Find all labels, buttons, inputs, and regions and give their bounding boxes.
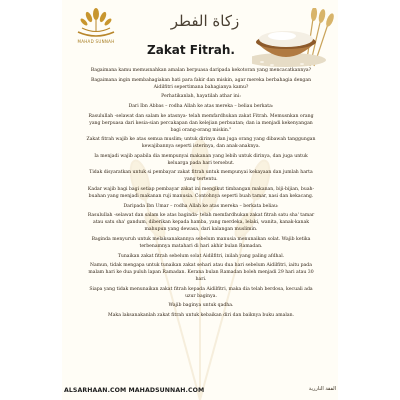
wheat-emblem-icon [74,6,118,40]
paragraph: Bagaimana kamu memusnahkan amalan berpuasa daripada kekotoran yang mencacatkannya? [90,68,312,73]
paragraph: Tidak disyaratkan untuk si pembayar zakat fitrah untuk mempunyai kekayaan dan jumlah harta yang tertentu. [89,170,313,183]
footer [64,387,340,397]
website-links: ALSARHAAN.COM MAHADSUNNAH.COM [64,387,205,394]
paragraph: Daripada Ibn Umar – rodha Allah ke atas mereka – berkata beliau: [123,203,279,209]
paragraph: Namun, tidak mengapa untuk tunaikan zakat sehari atau dua hari sebelum Aidilfitri, iaitu pada malam hari ke dua puluh lapan Ramadan. Kerana bulan Ramadan boleh menjadi 29 hari atau 30 hari. [88,263,314,283]
paragraph: Maka laksanakanlah zakat fitrah untuk kebaikan diri dan baiknya buku amalan. [107,313,294,319]
article-body [86,68,316,323]
paragraph: Baginda menyuruh untuk melaksanakannya sebelum manusia menunaikan solat. Wajib ketika terbenamnya matahari di hari akhir bulan Ramadan. [91,236,311,249]
paragraph: Siapa yang tidak menunaikan zakat fitrah kepada Aidilfitri, maka dia telah berdosa, kecuali ada uzur baginya. [89,286,313,299]
mahad-sunnah-logo [66,6,126,48]
page-title: Zakat Fitrah. [147,43,235,57]
paragraph: Wajib baginya untuk qadha. [168,303,234,309]
arabic-title: زكاة الفطر [170,12,240,30]
paragraph: Rasulullah -selawat dan salam ke atasnya- telah memfardhukan zakat Fitrah. Memusnkan orang yang berpuasa dari kesia-sian percakapan dan kelejian perbuatan; dan ia menjadi kekenyangan bagi orang-orang miskin." [88,113,314,133]
paragraph: Perhatikanlah, hayatilah athar ini: [161,94,241,100]
paragraph: Dari Ibn Abbas – rodha Allah ke atas mereka – beliau berkata: [128,103,274,109]
rice-bowl-image [252,8,334,68]
paragraph: Rasulullah -selawat dan salam ke atas baginda- telah memfardhukan zakat fitrah satu sha' tamar atau satu sha' gandum, diberikan kepada hamba, yang merdeka, lelaki, wanita, kanak-kanak mahupun yang dewasa, dari kalangan muslimin. [87,213,315,233]
paragraph: Bagaimana ingin membahagiakan hati para fakir dan miskin, agar mereka berbahagia dengan Aidilfitri sepertimana bahagianya kamu? [90,77,312,90]
paragraph: Zakat fitrah wajib ke atas semua muslim; untuk dirinya dan juga orang yang dibawah tanggungan kewajibannya seperti isterinya, dan anak-anaknya. [86,137,316,150]
logo-text: MAHAD SUNNAH [77,39,115,44]
paragraph: Kadar wajib bagi bagi setiap pembayar zakat ini mengikut timbangan makanan, biji-bijian, buah-buahan yang menjadi makanan ruji manusia. Contohnya seperti buah tamar, nasi dan kekacang. [87,187,315,200]
paragraph: Ia menjadi wajib apabila dia mempunyai makanan yang lebih untuk dirinya, dan juga untuk keluarga pada hari tersebut. [94,153,308,166]
paragraph: Tunaikan zakat fitrah sebelum solat Aidilfitri, inilah yang paling afdhal. [117,253,285,259]
arabic-signature: الفقة الناررية [308,386,336,392]
